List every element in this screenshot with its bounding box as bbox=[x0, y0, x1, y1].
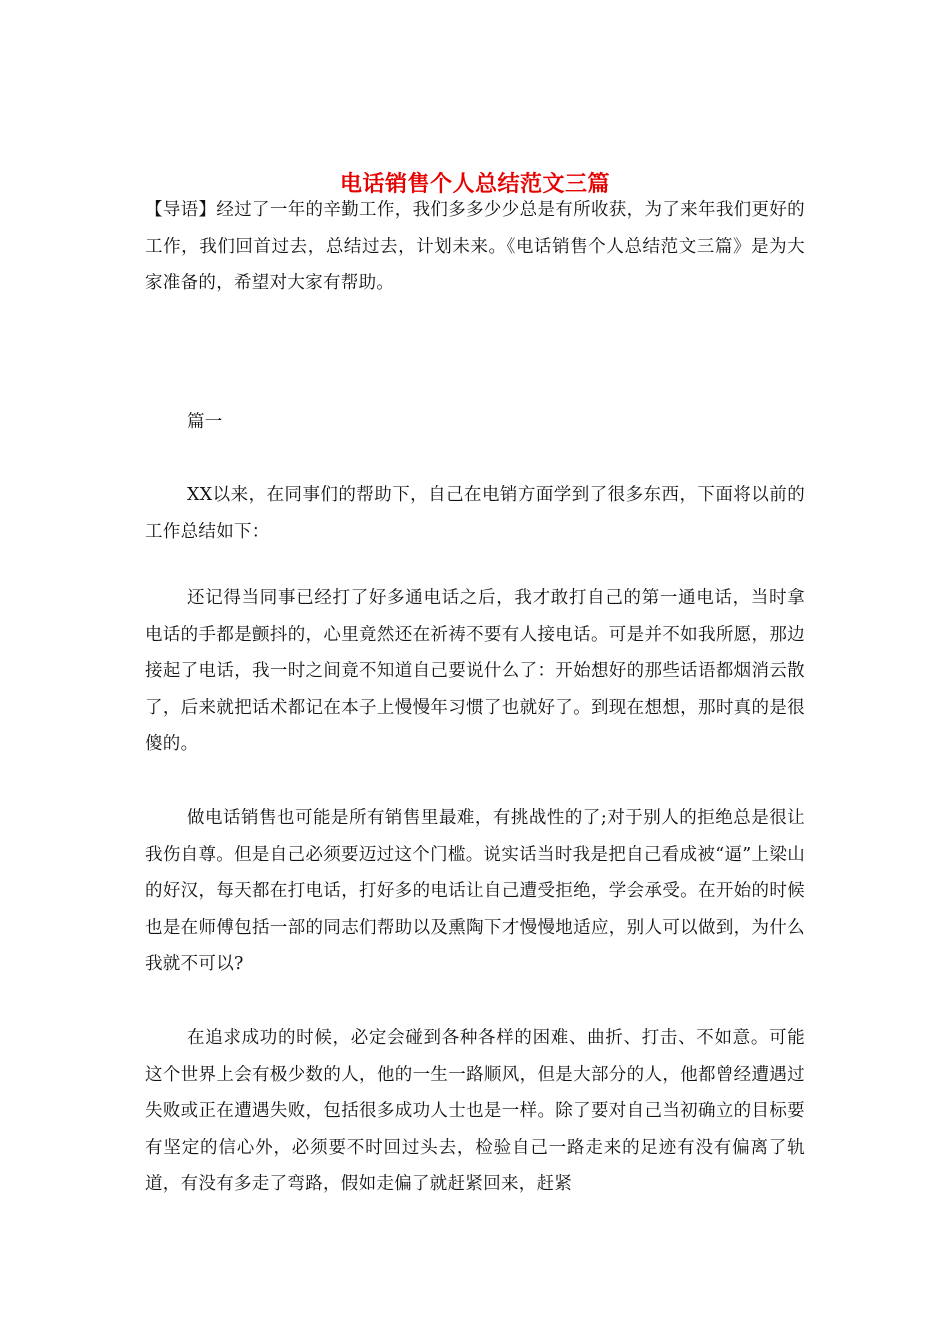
body-paragraph: 还记得当同事已经打了好多通电话之后，我才敢打自己的第一通电话，当时拿电话的手都是颤抖的，心里竟然还在祈祷不要有人接电话。可是并不如我所愿，那边接起了电话，我一时之间竟不知道自己要说什么了：开始想好的那些话语都烟消云散了，后来就把话术都记在本子上慢慢年习惯了也就好了。到现在想想，那时真的是很傻的。 bbox=[145, 588, 805, 754]
intro-paragraph: 【导语】经过了一年的辛勤工作，我们多多少少总是有所收获，为了来年我们更好的工作，我们回首过去，总结过去，计划未来。《电话销售个人总结范文三篇》是为大家准备的，希望对大家有帮助。 bbox=[145, 200, 805, 293]
body-paragraph: 在追求成功的时候，必定会碰到各种各样的困难、曲折、打击、不如意。可能这个世界上会有极少数的人，他的一生一路顺风，但是大部分的人，他都曾经遭遇过失败或正在遭遇失败，包括很多成功人士也是一样。除了要对自己当初确立的目标要有坚定的信心外，必须要不时回过头去，检验自己一路走来的足迹有没有偏离了轨道，有没有多走了弯路，假如走偏了就赶紧回来，赶紧 bbox=[145, 1028, 805, 1194]
document-title: 电话销售个人总结范文三篇 bbox=[339, 170, 610, 197]
section-heading: 篇一 bbox=[187, 412, 223, 432]
body-paragraph: XX以来，在同事们的帮助下，自己在电销方面学到了很多东西，下面将以前的工作总结如下： bbox=[145, 485, 805, 542]
body-paragraph: 做电话销售也可能是所有销售里最难，有挑战性的了;对于别人的拒绝总是很让我伤自尊。但是自己必须要迈过这个门槛。说实话当时我是把自己看成被“逼”上梁山的好汉，每天都在打电话，打好多的电话让自己遭受拒绝，学会承受。在开始的时候也是在师傅包括一部的同志们帮助以及熏陶下才慢慢地适应，别人可以做到，为什么我就不可以? bbox=[145, 808, 805, 974]
